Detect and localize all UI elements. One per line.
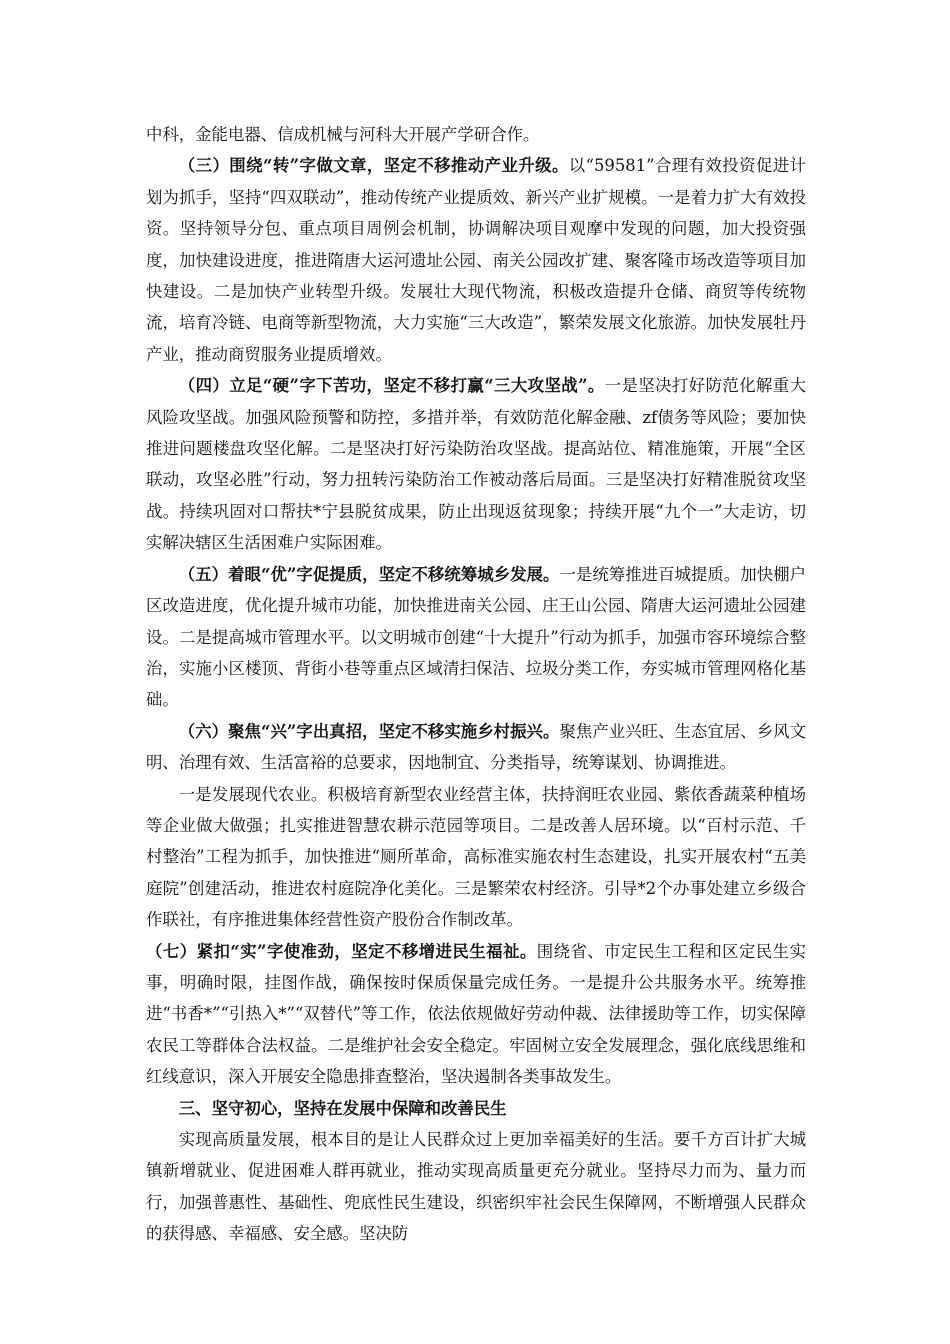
paragraph-text: 中科，金能电器、信成机械与河科大开展产学研合作。	[146, 125, 540, 144]
paragraph-continuation	[146, 119, 806, 150]
paragraph-text: 聚焦产业兴旺、生态宜居、乡风文明、治理有效、生活富裕的总要求，因地制宜、分类指导，统筹谋划、协调推进。	[146, 721, 807, 773]
document-body	[146, 119, 806, 1250]
paragraph-rural-revitalization	[146, 716, 806, 779]
paragraph-livelihood	[146, 936, 806, 1093]
paragraph-modern-agriculture	[146, 779, 806, 936]
section-heading-text: 三、坚守初心，坚持在发展中保障和改善民生	[178, 1098, 507, 1118]
paragraph-high-quality-development	[146, 1124, 806, 1250]
paragraph-lead: （三）围绕“转”字做文章，坚定不移推动产业升级。	[178, 156, 569, 176]
paragraph-lead: （五）着眼“优”字促提质，坚定不移统筹城乡发展。	[178, 564, 560, 584]
paragraph-text: 一是坚决打好防范化解重大风险攻坚战。加强风险预警和防控，多措并举，有效防范化解金融、zf债务等风险；要加快推进问题楼盘攻坚化解。二是坚决打好污染防治攻坚战。提高站位、精准施策，开展“全区联动，攻坚必胜”行动，努力扭转污染防治工作被动落后局面。三是坚决打好精准脱贫攻坚战。持续巩固对口帮扶*宁县脱贫成果，防止出现返贫现象；持续开展“九个一”大走访，切实解决辖区生活困难户实际困难。	[146, 376, 806, 553]
paragraph-text: 一是发展现代农业。积极培育新型农业经营主体，扶持润旺农业园、紫依香蔬菜种植场等企业做大做强；扎实推进智慧农耕示范园等项目。二是改善人居环境。以“百村示范、千村整治”工程为抓手，加快推进“厕所革命，高标准实施农村生态建设，扎实开展农村“五美庭院”创建活动，推进农村庭院净化美化。三是繁荣农村经济。引导*2个办事处建立乡级合作联社，有序推进集体经营性资产股份合作制改革。	[146, 784, 806, 930]
paragraph-text: 围绕省、市定民生工程和区定民生实事，明确时限，挂图作战，确保按时保质保量完成任务。一是提升公共服务水平。统筹推进“书香*”“引热入*”“双替代”等工作，依法依规做好劳动仲裁、法律援助等工作，切实保障农民工等群体合法权益。二是维护社会安全稳定。牢固树立安全发展理念，强化底线思维和红线意识，深入开展安全隐患排查整治，坚决遏制各类事故发生。	[146, 941, 807, 1087]
paragraph-three-battles	[146, 370, 806, 558]
paragraph-text: 以“59581”合理有效投资促进计划为抓手，坚持“四双联动”，推动传统产业提质效、新兴产业扩规模。一是着力扩大有效投资。坚持领导分包、重点项目周例会机制，协调解决项目观摩中发现的问题，加大投资强度，加快建设进度，推进隋唐大运河遗址公园、南关公园改扩建、聚客隆市场改造等项目加快建设。二是加快产业转型升级。发展壮大现代物流，积极改造提升仓储、商贸等传统物流，培育冷链、电商等新型物流，大力实施“三大改造”，繁荣发展文化旅游。加快发展牡丹产业，推动商贸服务业提质增效。	[146, 156, 806, 364]
paragraph-lead: （四）立足“硬”字下苦功，坚定不移打赢“三大攻坚战”。	[178, 376, 605, 396]
paragraph-text: 实现高质量发展，根本目的是让人民群众过上更加幸福美好的生活。要千方百计扩大城镇新增就业、促进困难人群再就业，推动实现高质量更充分就业。坚持尽力而为、量力而行，加强普惠性、基础性、兜底性民生建设，织密织牢社会民生保障网，不断增强人民群众的获得感、幸福感、安全感。坚决防	[146, 1130, 806, 1244]
paragraph-urban-rural	[146, 559, 806, 716]
paragraph-lead: （六）聚焦“兴”字出真招，坚定不移实施乡村振兴。	[178, 721, 560, 741]
paragraph-industry-upgrade	[146, 150, 806, 370]
section-heading	[146, 1093, 806, 1124]
paragraph-text: 一是统筹推进百城提质。加快棚户区改造进度，优化提升城市功能，加快推进南关公园、庄王山公园、隋唐大运河遗址公园建设。二是提高城市管理水平。以文明城市创建“十大提升”行动为抓手，加强市容环境综合整治，实施小区楼顶、背街小巷等重点区域清扫保洁、垃圾分类工作，夯实城市管理网格化基础。	[146, 564, 807, 710]
paragraph-lead: （七）紧扣“实”字使准劲，坚定不移增进民生福祉。	[146, 941, 537, 961]
